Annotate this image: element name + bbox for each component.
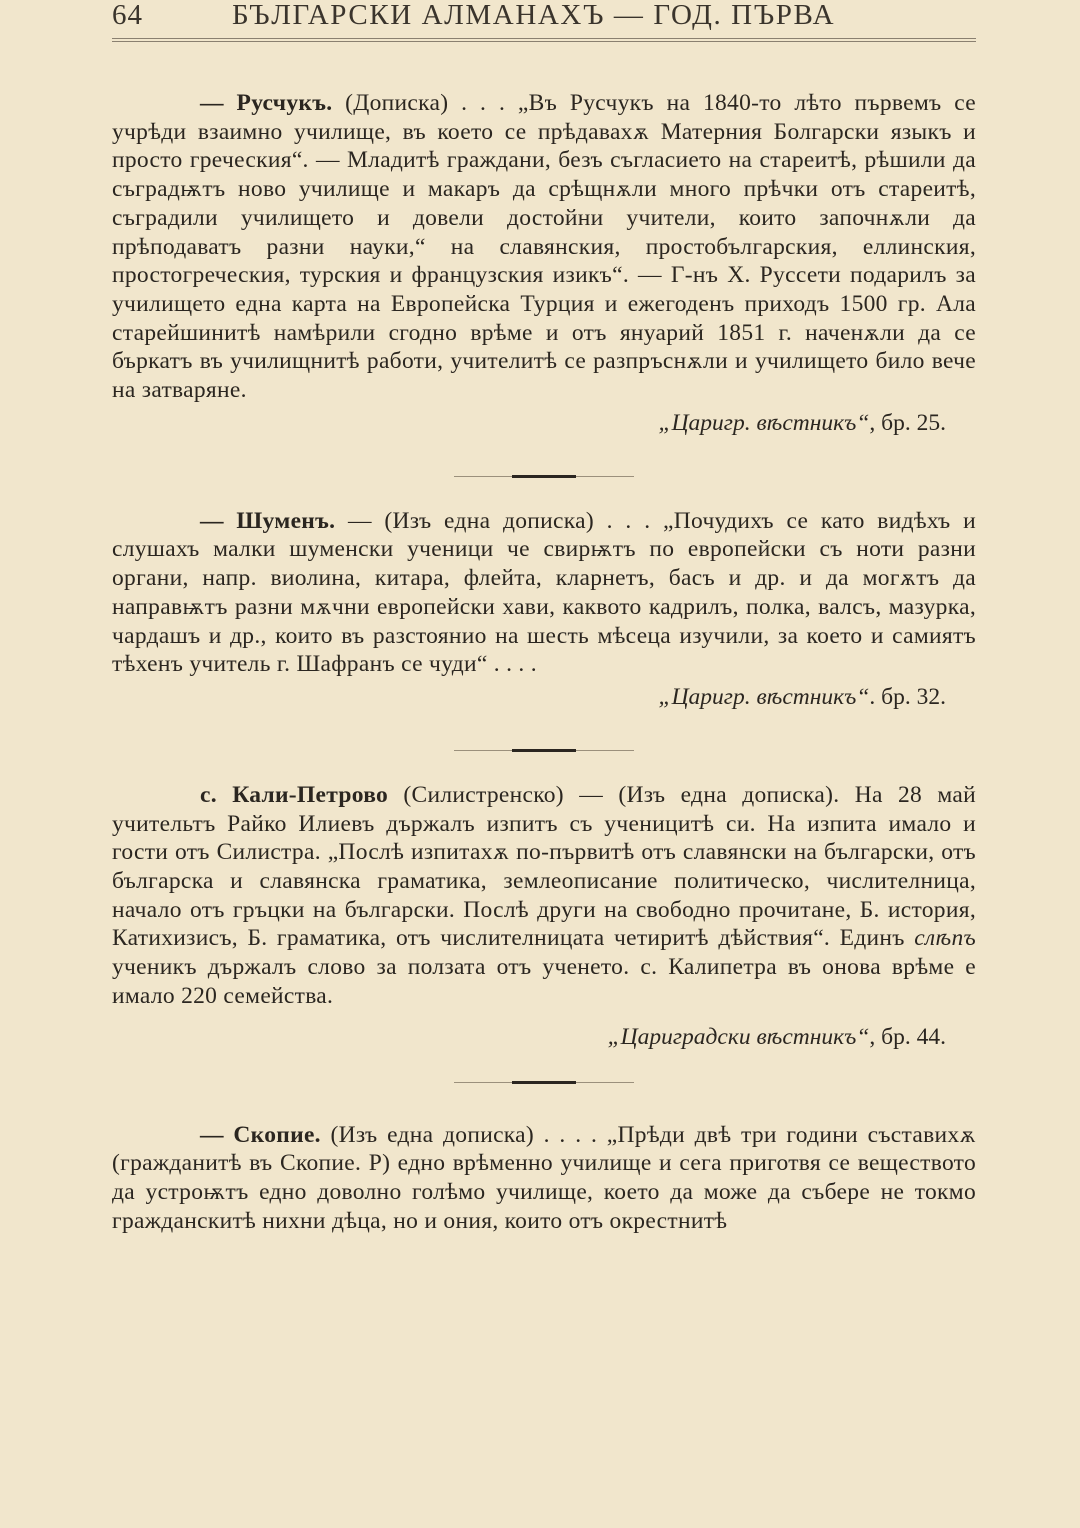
article-lead: — Шуменъ. — [200, 507, 336, 534]
source-title: „Царигр. вѣстникъ“ — [658, 409, 870, 436]
section-separator — [112, 475, 976, 479]
source-title: „Цариградски вѣстникъ“ — [607, 1023, 870, 1050]
source-issue: . бр. 32. — [869, 683, 946, 710]
article-lead: с. Кали-Петрово — [200, 781, 389, 808]
article-skopie — [112, 1121, 976, 1236]
running-title: БЪЛГАРСКИ АЛМАНАХЪ — ГОД. ПЪРВА — [232, 0, 836, 31]
source-citation — [112, 1023, 976, 1051]
article-paragraph — [112, 89, 976, 405]
article-shumen — [112, 507, 976, 679]
article-lead: — Скопие. — [200, 1121, 321, 1148]
article-body: (Изъ една дописка) . . . . „Прѣди двѣ три години съставихѫ (гражданитѣ въ Скопие. Р) едно врѣменно училище и сега приготвя се веществото да устроѭтъ едно доволно голѣмо училище, което да може да събере не токмо гражданскитѣ нихни дѣца, но и ония, които отъ окрестнитѣ — [112, 1121, 976, 1234]
article-emphasis: слѣпъ — [914, 925, 976, 952]
source-issue: , бр. 25. — [869, 409, 946, 436]
page-number: 64 — [112, 0, 143, 31]
article-body: — (Изъ една дописка) . . . „Почудихъ се като видѣхъ и слушахъ малки шуменски ученици че свирѭтъ по европейски съ ноти разни органи, напр. виолина, китара, флейта, кларнетъ, басъ и др. и да могѫтъ да направѭтъ разни мѫчни европейски хави, каквото кадрилъ, полка, валсъ, мазурка, чардашъ и др., които въ разстоянио на шесть мѣсеца изучили, за което и самиятъ тѣхенъ учитель г. Шафранъ се чуди“ . . . . — [112, 507, 976, 678]
article-body: (Силистренско) — (Изъ една дописка). На 28 май учительтъ Райко Илиевъ държалъ изпитъ съ ученицитѣ си. На изпита имало и гости отъ Силистра. „Послѣ изпитахѫ по-първитѣ отъ славянски на български, отъ българска и славянска граматика, землеописание политическо, числителница, начало отъ гръцки на български. Послѣ други на свободно прочитане, Б. история, Катихизисъ, Б. граматика, отъ числителницата четиритѣ дѣйствия“. Единъ — [112, 781, 976, 952]
section-separator — [112, 1081, 976, 1085]
source-issue: , бр. 44. — [869, 1023, 946, 1050]
section-separator — [112, 749, 976, 753]
article-paragraph — [112, 781, 976, 1011]
article-body-end: ученикъ държалъ слово за ползата отъ ученето. с. Калипетра въ онова врѣме е имало 220 семейства. — [112, 954, 976, 1009]
article-paragraph — [112, 1121, 976, 1236]
article-lead: — Русчукъ. — [200, 90, 333, 116]
source-citation — [112, 683, 976, 711]
article-body: (Дописка) . . . „Въ Русчукъ на 1840-то лѣто първемъ се учрѣди взаимно училище, въ което се прѣдавахѫ Матерния Болгарски языкъ и просто греческия“. — Младитѣ граждани, безъ съгласието на стареитѣ, рѣшили да съградѭтъ ново училище и макаръ да срѣщнѫли много прѣчки отъ стареитѣ, съградили училището и довели достойни учители, които започнѫли да прѣподаватъ разни науки,“ на славянския, простобългарския, еллинския, простогреческия, турския и французския изикъ“. — Г-нъ Х. Руссети подарилъ за училището една карта на Европейска Турция и ежегоденъ приходъ 1500 гр. Ала старейшинитѣ намѣрили сгодно врѣме и отъ януарий 1851 г. наченѫли да се бъркатъ въ училищнитѣ работи, учителитѣ се разпръснѫли и училището било вече на затваряне. — [112, 90, 976, 404]
source-title: „Царигр. вѣстникъ“ — [658, 683, 870, 710]
running-head — [112, 0, 976, 34]
article-ruschuk — [112, 89, 976, 405]
source-citation — [112, 409, 976, 437]
article-paragraph — [112, 507, 976, 679]
article-kali-petrovo — [112, 781, 976, 1011]
header-rule — [112, 38, 976, 42]
